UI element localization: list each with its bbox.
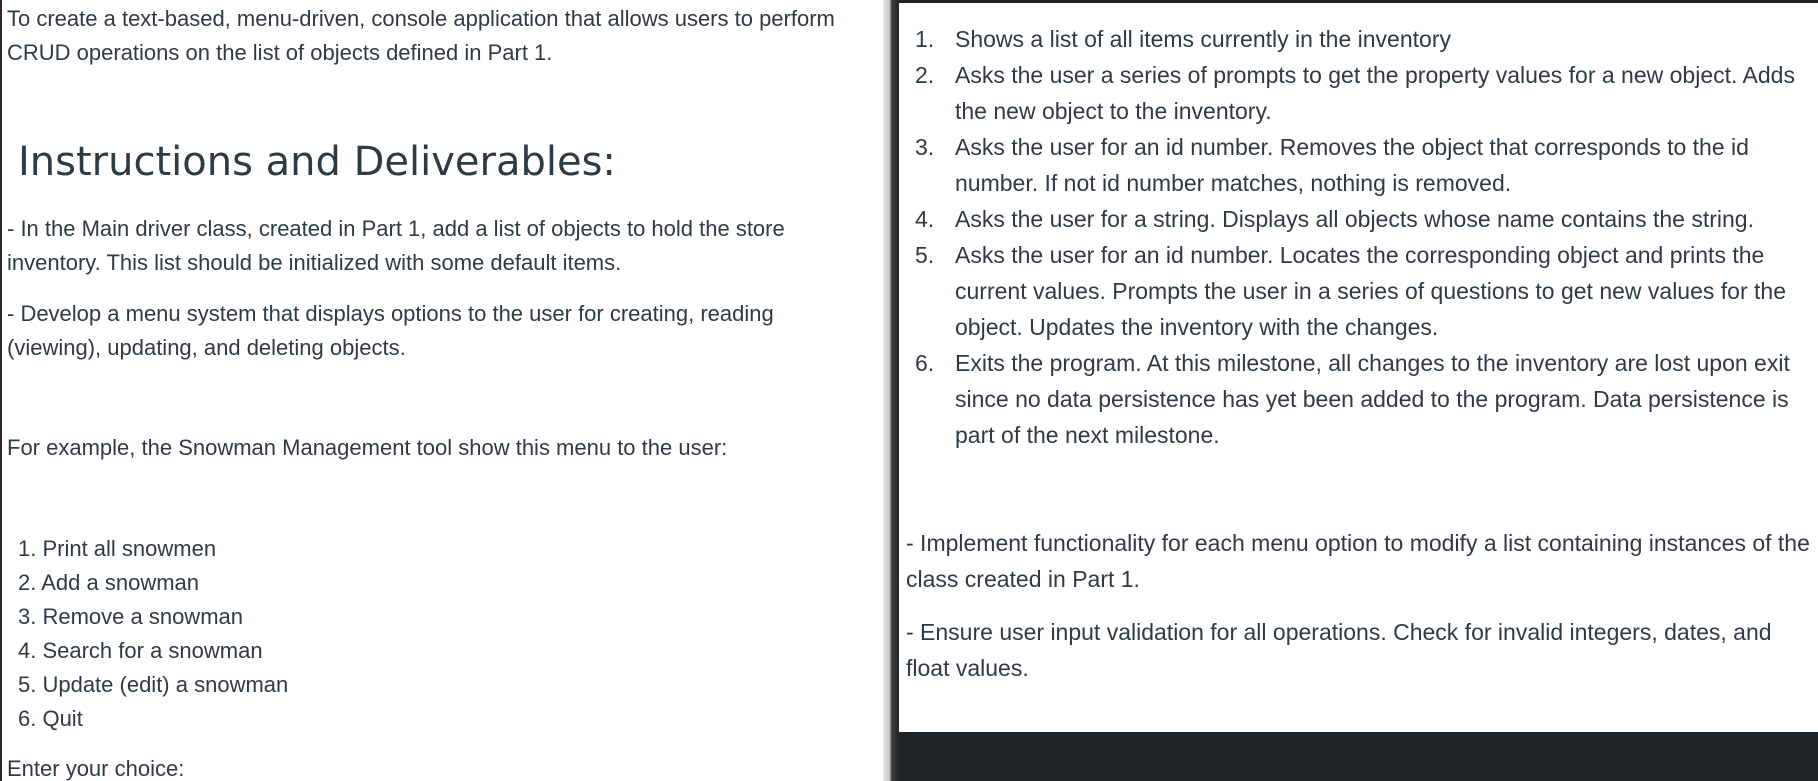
list-item: 2. Add a snowman xyxy=(18,570,200,595)
list-item xyxy=(915,237,1815,345)
left-document-pane xyxy=(0,0,883,781)
step-text: Exits the program. At this milestone, all changes to the inventory are lost upon exit since no data persistence has yet been added to the program. Data persistence is part of the next milestone. xyxy=(955,350,1790,448)
list-item xyxy=(915,345,1815,453)
enter-choice-prompt: Enter your choice: xyxy=(7,756,185,781)
step-number: 2. xyxy=(915,62,935,88)
step-number: 1. xyxy=(915,26,935,52)
step-number: 6. xyxy=(915,350,935,376)
list-item xyxy=(915,129,1815,201)
list-item: 6. Quit xyxy=(18,706,83,731)
list-item xyxy=(915,21,1815,57)
intro-paragraph: To create a text-based, menu-driven, console application that allows users to perform CRUD operations on the list of objects defined in Part 1. xyxy=(7,6,835,65)
step-number: 5. xyxy=(915,242,935,268)
list-item xyxy=(915,201,1815,237)
step-text: Asks the user a series of prompts to get the property values for a new object. Adds the new object to the inventory. xyxy=(955,62,1795,124)
list-item: 5. Update (edit) a snowman xyxy=(18,672,289,697)
section-heading: Instructions and Deliverables: xyxy=(18,139,616,185)
window-divider[interactable] xyxy=(883,0,899,781)
example-paragraph: For example, the Snowman Management tool show this menu to the user: xyxy=(7,435,728,460)
step-text: Shows a list of all items currently in the inventory xyxy=(955,26,1451,52)
step-text: Asks the user for a string. Displays all objects whose name contains the string. xyxy=(955,206,1754,232)
implement-paragraph: - Implement functionality for each menu option to modify a list containing instances of the class created in Part 1. xyxy=(906,530,1810,592)
step-number: 3. xyxy=(915,134,935,160)
inventory-list-paragraph: - In the Main driver class, created in Part 1, add a list of objects to hold the store inventory. This list should be initialized with some default items. xyxy=(7,216,785,275)
list-item: 1. Print all snowmen xyxy=(18,536,217,561)
validation-paragraph: - Ensure user input validation for all operations. Check for invalid integers, dates, and float values. xyxy=(906,619,1772,681)
list-item xyxy=(915,57,1815,129)
step-number: 4. xyxy=(915,206,935,232)
menu-system-paragraph: - Develop a menu system that displays options to the user for creating, reading (viewing), updating, and deleting objects. xyxy=(7,301,774,360)
step-text: Asks the user for an id number. Removes the object that corresponds to the id number. If not id number matches, nothing is removed. xyxy=(955,134,1749,196)
right-document-page xyxy=(899,3,1818,732)
list-item: 4. Search for a snowman xyxy=(18,638,263,663)
step-text: Asks the user for an id number. Locates the corresponding object and prints the current values. Prompts the user in a series of questions to get new values for the object. Updates the inventory with the changes. xyxy=(955,242,1786,340)
menu-option-steps xyxy=(915,21,1815,453)
snowman-menu-list xyxy=(18,532,288,736)
list-item: 3. Remove a snowman xyxy=(18,604,243,629)
right-window-pane xyxy=(899,0,1818,781)
